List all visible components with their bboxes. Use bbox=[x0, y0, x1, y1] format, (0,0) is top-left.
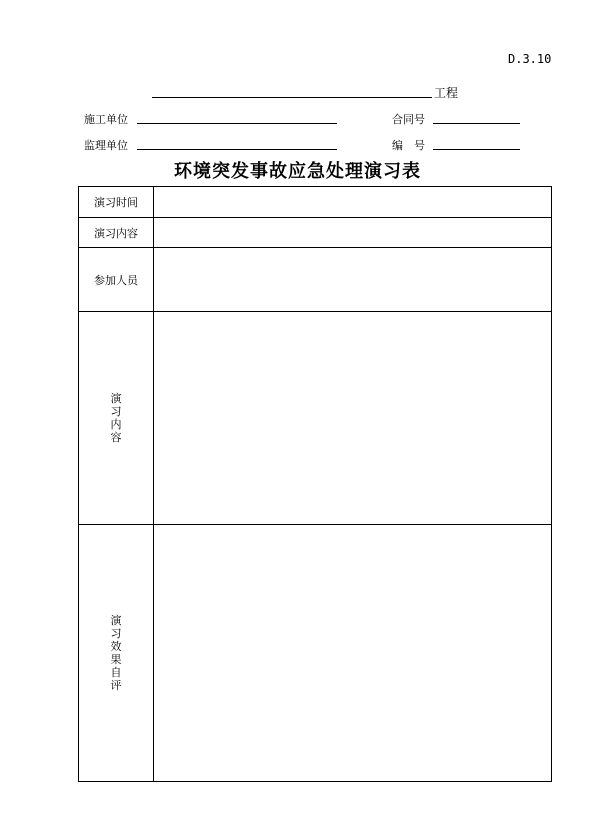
table-row bbox=[79, 218, 552, 248]
table-row bbox=[79, 525, 552, 782]
self-evaluation-label: 演习效果自评 bbox=[110, 614, 122, 692]
supervision-unit-label: 监理单位 bbox=[84, 139, 128, 152]
construction-unit-field[interactable] bbox=[137, 123, 337, 124]
drill-form-table bbox=[78, 186, 552, 782]
self-evaluation-label-cell bbox=[79, 525, 154, 782]
drill-content-field[interactable] bbox=[154, 218, 552, 248]
serial-no-label: 编 号 bbox=[392, 139, 425, 152]
project-suffix-label: 工程 bbox=[434, 86, 459, 100]
table-row bbox=[79, 187, 552, 218]
project-name-field[interactable] bbox=[152, 97, 432, 98]
participants-label: 参加人员 bbox=[79, 248, 154, 312]
drill-time-field[interactable] bbox=[154, 187, 552, 218]
drill-time-label: 演习时间 bbox=[79, 187, 154, 218]
serial-no-field[interactable] bbox=[433, 149, 520, 150]
supervision-unit-field[interactable] bbox=[137, 149, 337, 150]
table-row bbox=[79, 312, 552, 525]
drill-details-label: 演习内容 bbox=[110, 392, 122, 444]
self-evaluation-field[interactable] bbox=[154, 525, 552, 782]
drill-details-label-cell bbox=[79, 312, 154, 525]
document-code: D.3.10 bbox=[508, 52, 552, 66]
contract-no-label: 合同号 bbox=[392, 113, 425, 126]
page-title: 环境突发事故应急处理演习表 bbox=[174, 161, 421, 182]
drill-content-label: 演习内容 bbox=[79, 218, 154, 248]
participants-field[interactable] bbox=[154, 248, 552, 312]
construction-unit-label: 施工单位 bbox=[84, 113, 128, 126]
contract-no-field[interactable] bbox=[433, 123, 520, 124]
drill-details-field[interactable] bbox=[154, 312, 552, 525]
table-row bbox=[79, 248, 552, 312]
